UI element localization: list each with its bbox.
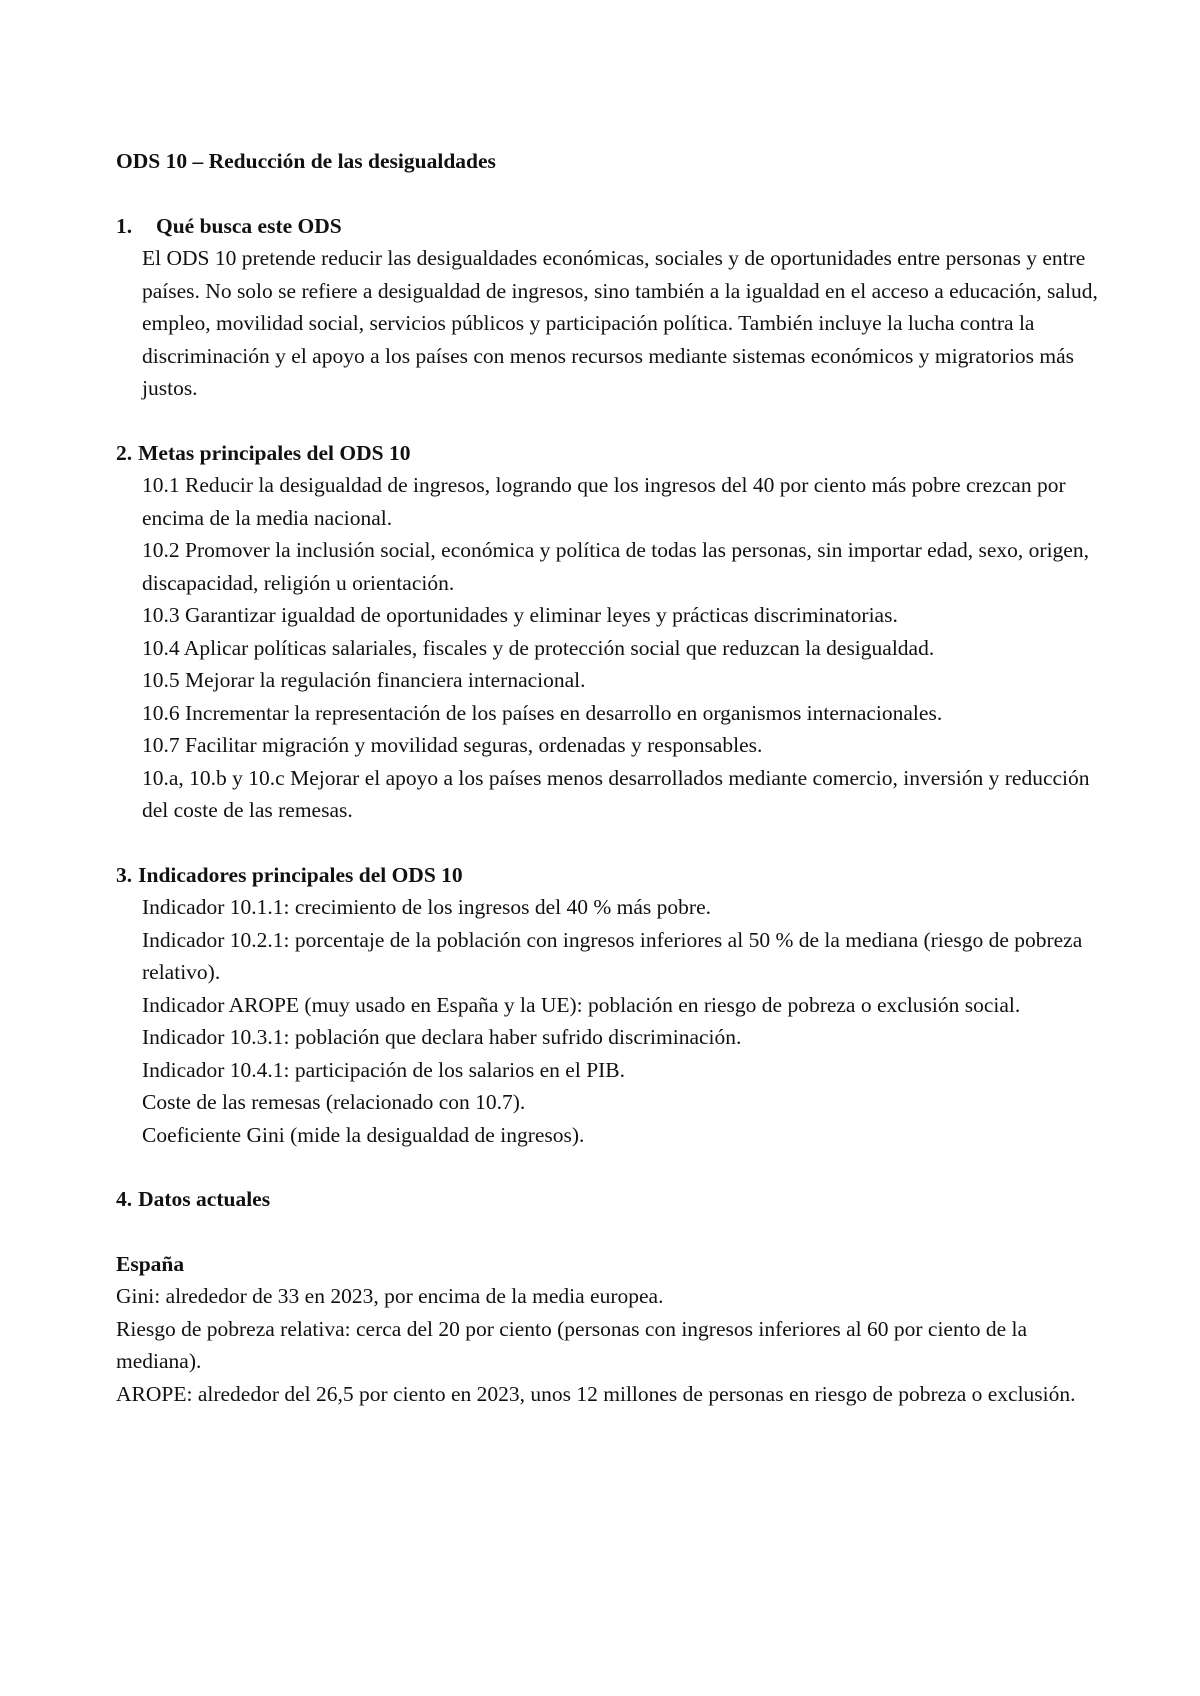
goals-list bbox=[116, 469, 1116, 827]
section-4-heading bbox=[116, 1183, 1116, 1216]
goal-item-10-2: 10.2 Promover la inclusión social, económica y política de todas las personas, sin importar edad, sexo, origen, discapacidad, religión u orientación. bbox=[142, 538, 1089, 595]
document-title: ODS 10 – Reducción de las desigualdades bbox=[116, 149, 496, 173]
section-4-heading-text: Datos actuales bbox=[138, 1187, 271, 1211]
section-1-heading bbox=[116, 210, 1116, 243]
section-3-number: 3. bbox=[116, 862, 133, 887]
section-2-heading bbox=[116, 437, 1116, 470]
spain-data-item: Gini: alrededor de 33 en 2023, por encima de la media europea. bbox=[116, 1284, 664, 1308]
goal-item-10-3: 10.3 Garantizar igualdad de oportunidades y eliminar leyes y prácticas discriminatorias. bbox=[142, 603, 898, 627]
indicator-item: Indicador 10.3.1: población que declara haber sufrido discriminación. bbox=[142, 1025, 742, 1049]
goal-item-10-7: 10.7 Facilitar migración y movilidad seguras, ordenadas y responsables. bbox=[142, 733, 763, 757]
indicator-item: Indicador 10.4.1: participación de los salarios en el PIB. bbox=[142, 1057, 626, 1082]
indicator-item: Indicador AROPE (muy usado en España y la UE): población en riesgo de pobreza o exclusión social. bbox=[142, 992, 1021, 1017]
goal-item-10-1: 10.1 Reducir la desigualdad de ingresos, logrando que los ingresos del 40 por ciento más pobre crezcan por encima de la media nacional. bbox=[142, 473, 1066, 530]
goal-item-10-4: 10.4 Aplicar políticas salariales, fiscales y de protección social que reduzcan la desigualdad. bbox=[142, 635, 935, 660]
indicator-item: Coeficiente Gini (mide la desigualdad de ingresos). bbox=[142, 1122, 585, 1147]
spain-data-item: AROPE: alrededor del 26,5 por ciento en 2023, unos 12 millones de personas en riesgo de pobreza o exclusión. bbox=[116, 1381, 1076, 1406]
section-1-number: 1. bbox=[116, 213, 133, 238]
indicator-item: Coste de las remesas (relacionado con 10.7). bbox=[142, 1090, 526, 1114]
document-page bbox=[116, 145, 1116, 1410]
indicator-item: Indicador 10.2.1: porcentaje de la población con ingresos inferiores al 50 % de la mediana (riesgo de pobreza relativo). bbox=[142, 927, 1083, 984]
spain-data-item: Riesgo de pobreza relativa: cerca del 20 por ciento (personas con ingresos inferiores al 60 por ciento de la mediana). bbox=[116, 1316, 1028, 1373]
spain-subheading: España bbox=[116, 1251, 185, 1276]
section-4-number: 4. bbox=[116, 1187, 133, 1211]
goal-item-10-abc: 10.a, 10.b y 10.c Mejorar el apoyo a los países menos desarrollados mediante comercio, inversión y reducción del coste de las remesas. bbox=[142, 765, 1090, 822]
section-3-heading bbox=[116, 859, 1116, 892]
goal-item-10-5: 10.5 Mejorar la regulación financiera internacional. bbox=[142, 668, 586, 692]
section-3-heading-text: Indicadores principales del ODS 10 bbox=[138, 862, 463, 887]
section-2-heading-text: Metas principales del ODS 10 bbox=[138, 440, 411, 465]
indicators-list bbox=[116, 891, 1116, 1151]
section-1-paragraph: El ODS 10 pretende reducir las desigualdades económicas, sociales y de oportunidades entre personas y entre países. No solo se refiere a desigualdad de ingresos, sino también a la igualdad en el acceso a educación, salud, empleo, movilidad social, servicios públicos y participación política. También incluye la lucha contra la discriminación y el apoyo a los países con menos recursos mediante sistemas económicos y migratorios más justos. bbox=[142, 246, 1098, 400]
section-2-number: 2. bbox=[116, 440, 133, 465]
goal-item-10-6: 10.6 Incrementar la representación de los países en desarrollo en organismos internacionales. bbox=[142, 700, 943, 725]
spain-data-list bbox=[116, 1280, 1116, 1410]
indicator-item: Indicador 10.1.1: crecimiento de los ingresos del 40 % más pobre. bbox=[142, 895, 712, 919]
section-1-heading-text: Qué busca este ODS bbox=[156, 213, 342, 238]
